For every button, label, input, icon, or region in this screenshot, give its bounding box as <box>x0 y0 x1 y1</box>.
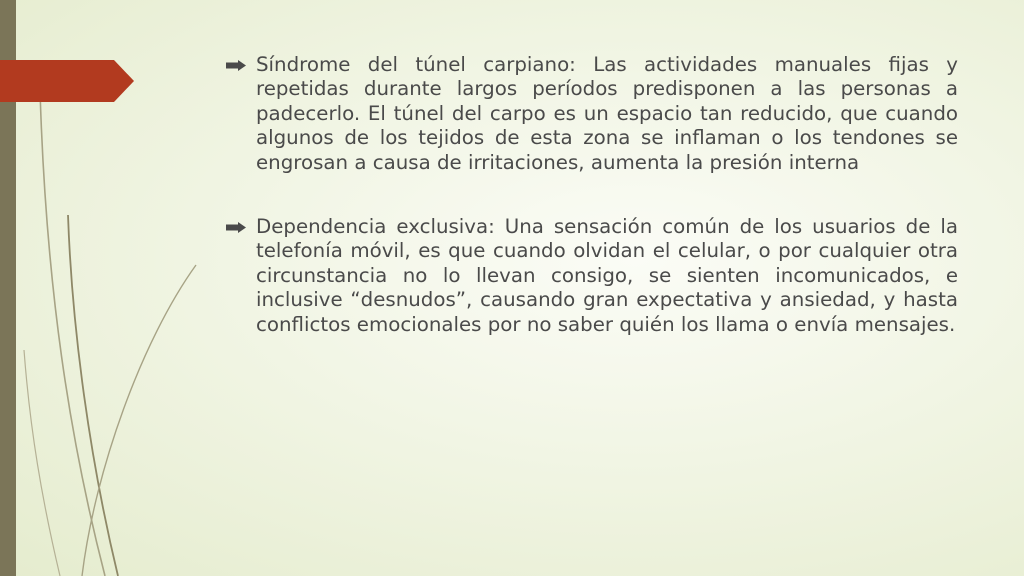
bullet-item-exclusive-dependence <box>226 215 958 337</box>
content-area <box>226 53 958 337</box>
decorative-curve-4 <box>24 350 60 576</box>
decorative-curve-3 <box>82 265 196 576</box>
arrow-right-icon <box>226 222 246 233</box>
accent-arrow-shape <box>0 60 134 102</box>
arrow-right-icon <box>226 60 246 71</box>
bullet-item-carpal-tunnel <box>226 53 958 175</box>
bullet-text: Dependencia exclusiva: Una sensación común de los usuarios de la telefonía móvil, es que cuando olvidan el celular, o por cualquier otra circunstancia no lo llevan consigo, se sienten incomunicados, e inclusive “desnudos”, causando gran expectativa y ansiedad, y hasta conflictos emocionales por no saber quién los llama o envía mensajes. <box>256 215 958 336</box>
bullet-text: Síndrome del túnel carpiano: Las actividades manuales fijas y repetidas durante largos períodos predisponen a las personas a padecerlo. El túnel del carpo es un espacio tan reducido, que cuando algunos de los tejidos de esta zona se inflaman o los tendones se engrosan a causa de irritaciones, aumenta la presión interna <box>256 53 958 174</box>
decorative-curve-2 <box>68 215 118 576</box>
